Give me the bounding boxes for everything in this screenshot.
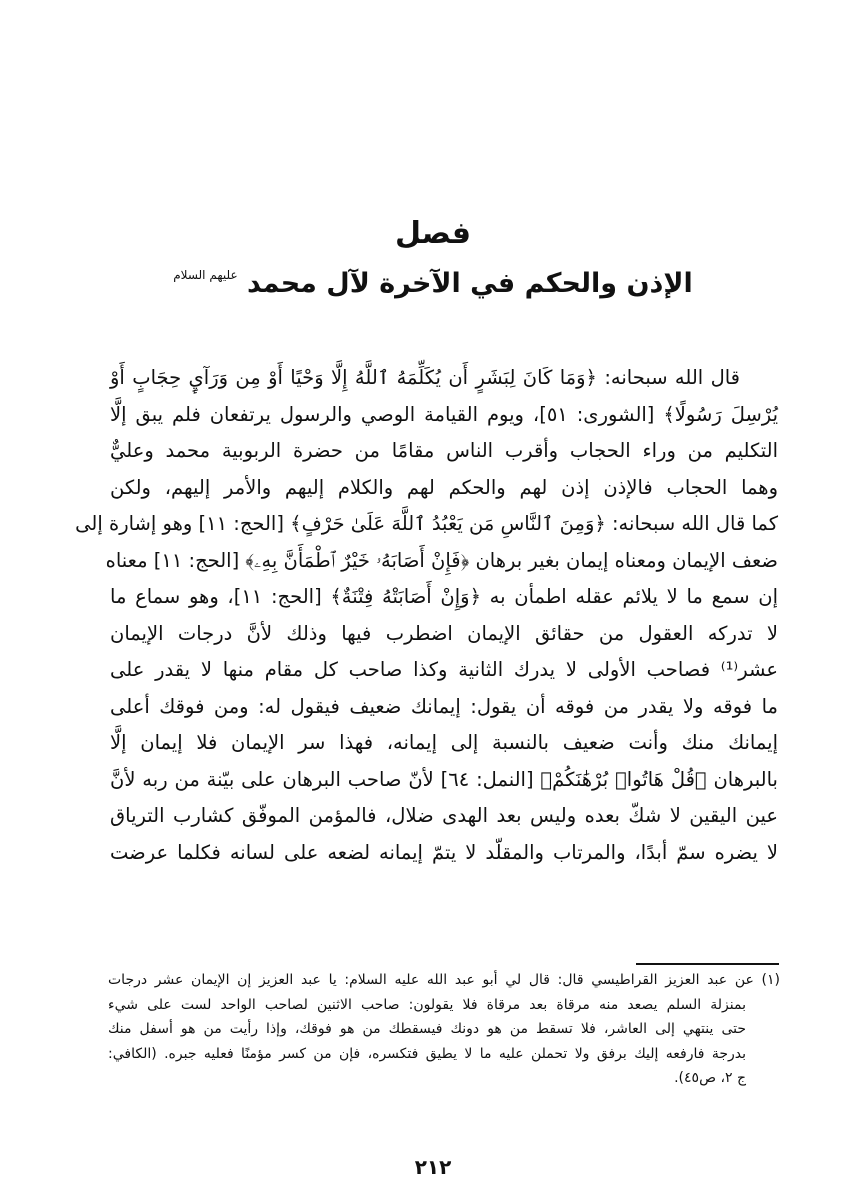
- body-line: لا تدركه العقول من حقائق الإيمان اضطرب فيها وذلك لأنَّ درجات الإيمان: [110, 621, 778, 645]
- body-line: كما قال الله سبحانه: ﴿وَمِنَ ٱلنَّاسِ مَن يَعْبُدُ ٱللَّهَ عَلَىٰ حَرْفٍ﴾ [الحج: ١١] وهو إشارة إلى: [75, 512, 778, 535]
- body-line: عين اليقين لا شكّ بعده وليس بعد الهدى ضلال، فالمؤمن الموفّق كشارب الترياق: [110, 804, 778, 827]
- page-number: ٢١٢: [414, 1155, 452, 1179]
- body-line: إن سمع ما لا يلائم عقله اطمأن به ﴿وَإِنْ أَصَابَتْهُ فِتْنَةٌ﴾ [الحج: ١١]، وهو سماع ما: [110, 585, 778, 608]
- subheading-text: الإذن والحكم في الآخرة لآل محمد: [247, 268, 693, 299]
- footnote-line: حتى ينتهي إلى العاشر، فلا تسقط من هو دونك فيسقطك من هو فوقك، وإذا رأيت من هو أسفل منك: [108, 1021, 746, 1037]
- footnote-line: بمنزلة السلم يصعد منه مرقاة بعد مرقاة فلا يقولون: صاحب الاثنين لصاحب الواحد لست على شيء: [108, 996, 746, 1013]
- footnotes: [108, 968, 780, 1091]
- footnote-line: ج ٢، ص٤٥).: [674, 1070, 746, 1086]
- body-line: قال الله سبحانه: ﴿وَمَا كَانَ لِبَشَرٍ أَن يُكَلِّمَهُ ٱللَّهُ إِلَّا وَحْيًا أَوْ مِن وَرَآيِٕ حِجَابٍ أَوْ: [110, 366, 740, 389]
- body-line: التكليم من وراء الحجاب وأقرب الناس مقامًا من حضرة الربوبية محمد وعليٌّ: [110, 439, 778, 462]
- body-line: عشر⁽¹⁾ فصاحب الأولى لا يدرك الثانية وكذا صاحب كل مقام منها لا يقدر على: [110, 658, 778, 681]
- body-line: بالبرهان ﴿قُلْ هَاتُوا۟ بُرْهَٰنَكُمْ﴾ [النمل: ٦٤] لأنّ صاحب البرهان على بيّنة من ربه لأنَّ: [110, 767, 778, 791]
- body-line: لا يضره سمّ أبدًا، والمرتاب والمقلّد لا يتمّ إيمانه لضعه على لسانه فكلما عرضت: [110, 840, 778, 864]
- body-line: ضعف الإيمان ومعناه إيمان بغير برهان ﴿فَإِنْ أَصَابَهُۥ خَيْرٌ ٱطْمَأَنَّ بِهِۦ﴾ [الحج: ١١] معناه: [105, 548, 778, 572]
- body-line: ما فوقه ولا يقدر من فوقه أن يقول: إيمانك ضعيف فيقول له: ومن فوقك أعلى: [110, 694, 778, 718]
- chapter-subheading: [0, 268, 866, 299]
- honorific-glyph: عليهم السلام: [173, 268, 238, 282]
- body-text: [75, 360, 778, 871]
- footnote-line: (١) عن عبد العزيز القراطيسي قال: قال لي أبو عبد الله عليه السلام: يا عبد العزيز إن الإيمان عشر درجات: [108, 972, 780, 988]
- body-line: وهما الحجاب فالإذن إذن لهم والحكم لهم والكلام إليهم والأمر إليهم، ولكن: [110, 475, 778, 499]
- body-line: إيمانك منك وأنت ضعيف بالنسبة إلى إيمانه، فهذا سر الإيمان فلا إيمان إلَّا: [110, 731, 778, 754]
- footnote-separator: [636, 963, 779, 965]
- body-line: يُرْسِلَ رَسُولًا﴾ [الشورى: ٥١]، ويوم القيامة الوصي والرسول يرتفعان فلم يبق إلَّا: [110, 402, 778, 426]
- chapter-heading: فصل: [395, 216, 471, 251]
- footnote-line: بدرجة فارفعه إليك برفق ولا تحملن عليه ما لا يطيق فتكسره، فإن من كسر مؤمنًا فعليه جبره. (الكافي:: [108, 1045, 746, 1062]
